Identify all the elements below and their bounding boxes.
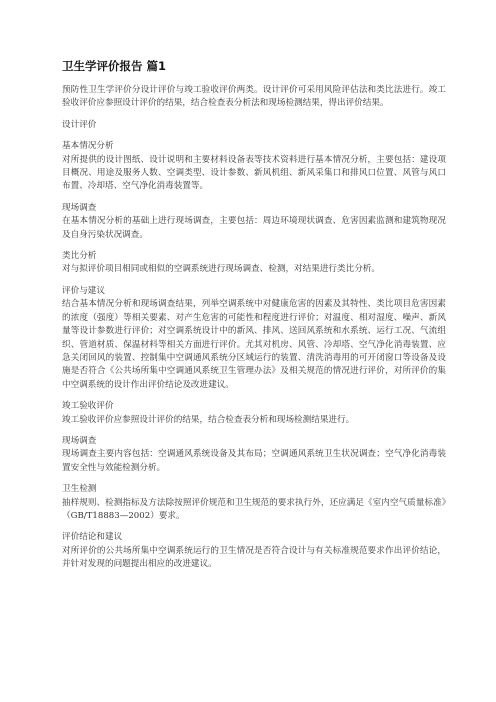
- intro-paragraph: 预防性卫生学评价分设计评价与竣工验收评价两类。设计评价可采用风险评估法和类比法进行。竣工验收评价应参照设计评价的结果，结合检查表分析法和现场检测结果，得出评价结果。: [62, 85, 446, 109]
- document-title: 卫生学评价报告 篇1: [62, 59, 167, 73]
- paragraph-site-survey: 在基本情况分析的基础上进行现场调查，主要包括：周边环境现状调查、危害因素监测和建筑物现况及自身污染状况调查。: [62, 216, 446, 240]
- subheading-site-survey: 现场调查: [62, 202, 97, 213]
- paragraph-completion-acceptance: 竣工验收评价应参照设计评价的结果，结合检查表分析和现场检测结果进行。: [62, 414, 355, 425]
- section-heading-design-evaluation: 设计评价: [62, 119, 97, 130]
- subheading-hygiene-testing: 卫生检测: [62, 484, 97, 495]
- paragraph-hygiene-testing: 抽样规则、检测指标及方法除按照评价规范和卫生规范的要求执行外，还应满足《室内空气质量标准》（GB/T18883—2002）要求。: [62, 497, 446, 521]
- paragraph-evaluation-suggestions: 结合基本情况分析和现场调查结果，列举空调系统中对健康危害的因素及其特性、类比项目危害因素的浓度（强度）等相关要素、对产生危害的可能性和程度进行评价；对温度、相对湿度、噪声、新风量等设计参数进行评价；对空调系统设计中的新风、排风、送回风系统和水系统、运行工况、气流组织、管道材质、保温材料等相关方面进行评价。尤其对机房、风管、冷却塔、空气净化消毒装置、应急关闭回风的装置、控制集中空调通风系统分区域运行的装置、清洗消毒用的可开闭窗口等设备及设施是否符合《公共场所集中空调通风系统卫生管理办法》及相关规范的情况进行评价，对所评价的集中空调系统的设计作出评价结论及改进建议。: [62, 299, 446, 390]
- paragraph-analogy-analysis: 对与拟评价项目相同或相似的空调系统进行现场调查、检测，对结果进行类比分析。: [62, 264, 380, 275]
- subheading-conclusion: 评价结论和建议: [62, 532, 123, 543]
- paragraph-basic-analysis: 对所提供的设计图纸、设计说明和主要材料设备表等技术资料进行基本情况分析，主要包括：建设项目概况、用途及服务人数、空调类型、设计参数、新风机组、新风采集口和排风口位置、风管与风口布置、冷却塔、空气净化消毒装置等。: [62, 154, 446, 192]
- paragraph-site-survey-2: 现场调查主要内容包括：空调通风系统设备及其布局；空调通风系统卫生状况调查；空气净化消毒装置安全性与效能检测分析。: [62, 449, 446, 473]
- section-heading-completion-acceptance: 竣工验收评价: [62, 401, 114, 412]
- subheading-site-survey-2: 现场调查: [62, 435, 97, 446]
- subheading-evaluation-suggestions: 评价与建议: [62, 285, 105, 296]
- paragraph-conclusion: 对所评价的公共场所集中空调系统运行的卫生情况是否符合设计与有关标准规范要求作出评价结论，并针对发现的问题提出相应的改进建议。: [62, 545, 446, 570]
- subheading-analogy-analysis: 类比分析: [62, 251, 97, 262]
- subheading-basic-analysis: 基本情况分析: [62, 141, 114, 152]
